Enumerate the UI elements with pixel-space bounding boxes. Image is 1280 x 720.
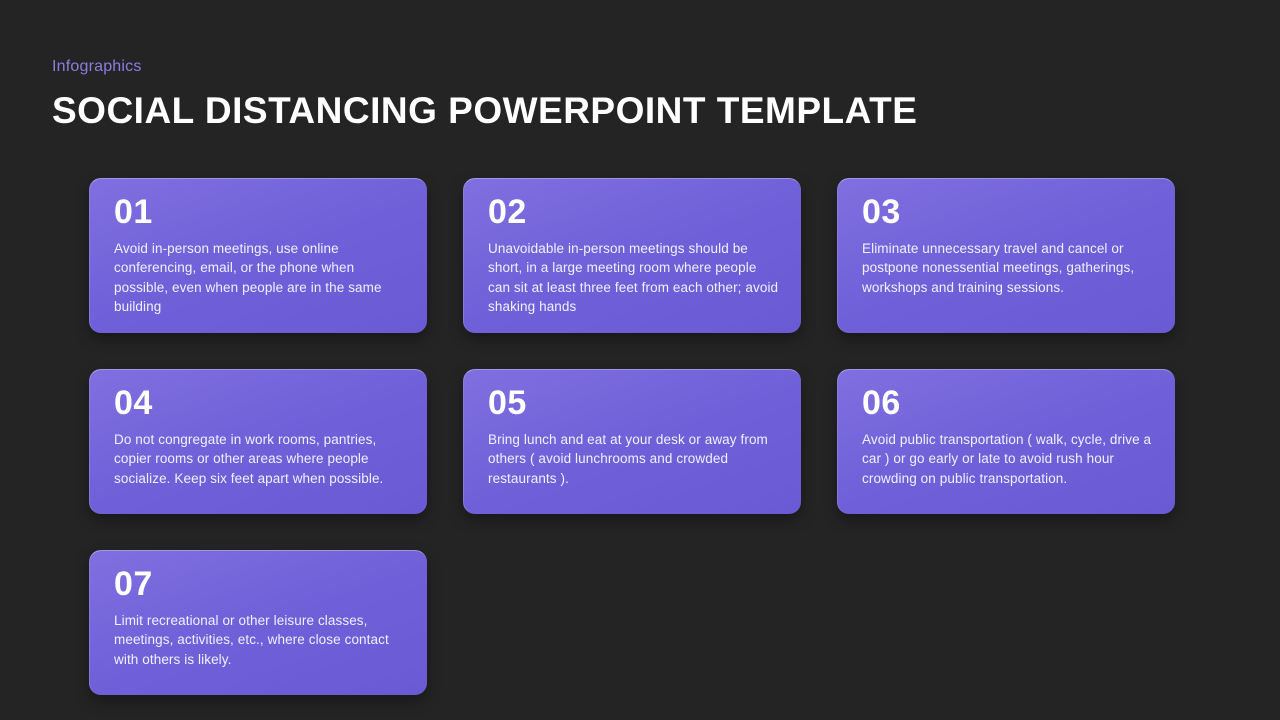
info-card[interactable] (837, 369, 1175, 514)
card-text: Bring lunch and eat at your desk or away from others ( avoid lunchrooms and crowded restaurants ). (488, 431, 768, 486)
card-text: Do not congregate in work rooms, pantries, copier rooms or other areas where people socialize. Keep six feet apart when possible. (114, 431, 384, 486)
card-text: Unavoidable in-person meetings should be short, in a large meeting room where people can sit at least three feet from each other; avoid shaking hands (488, 240, 779, 315)
info-card[interactable] (463, 178, 801, 333)
card-number: 01 (114, 193, 153, 231)
card-number: 02 (488, 193, 527, 231)
card-text: Avoid in-person meetings, use online conferencing, email, or the phone when possible, even when people are in the same building (114, 240, 382, 315)
card-text: Eliminate unnecessary travel and cancel or postpone nonessential meetings, gatherings, workshops and training sessions. (862, 240, 1135, 295)
info-card[interactable] (463, 369, 801, 514)
info-card[interactable] (89, 550, 427, 695)
eyebrow-label: Infographics (52, 58, 142, 75)
info-card[interactable] (89, 178, 427, 333)
card-grid (89, 178, 1189, 695)
card-number: 04 (114, 383, 153, 422)
card-number: 03 (862, 193, 901, 231)
page-title: SOCIAL DISTANCING POWERPOINT TEMPLATE (52, 90, 918, 131)
info-card[interactable] (89, 369, 427, 514)
info-card[interactable] (837, 178, 1175, 333)
card-text: Avoid public transportation ( walk, cycle, drive a car ) or go early or late to avoid rush hour crowding on public transportation. (862, 431, 1152, 486)
card-number: 05 (488, 383, 527, 422)
card-text: Limit recreational or other leisure classes, meetings, activities, etc., where close contact with others is likely. (114, 612, 389, 667)
card-number: 06 (862, 383, 901, 422)
card-number: 07 (114, 564, 153, 603)
